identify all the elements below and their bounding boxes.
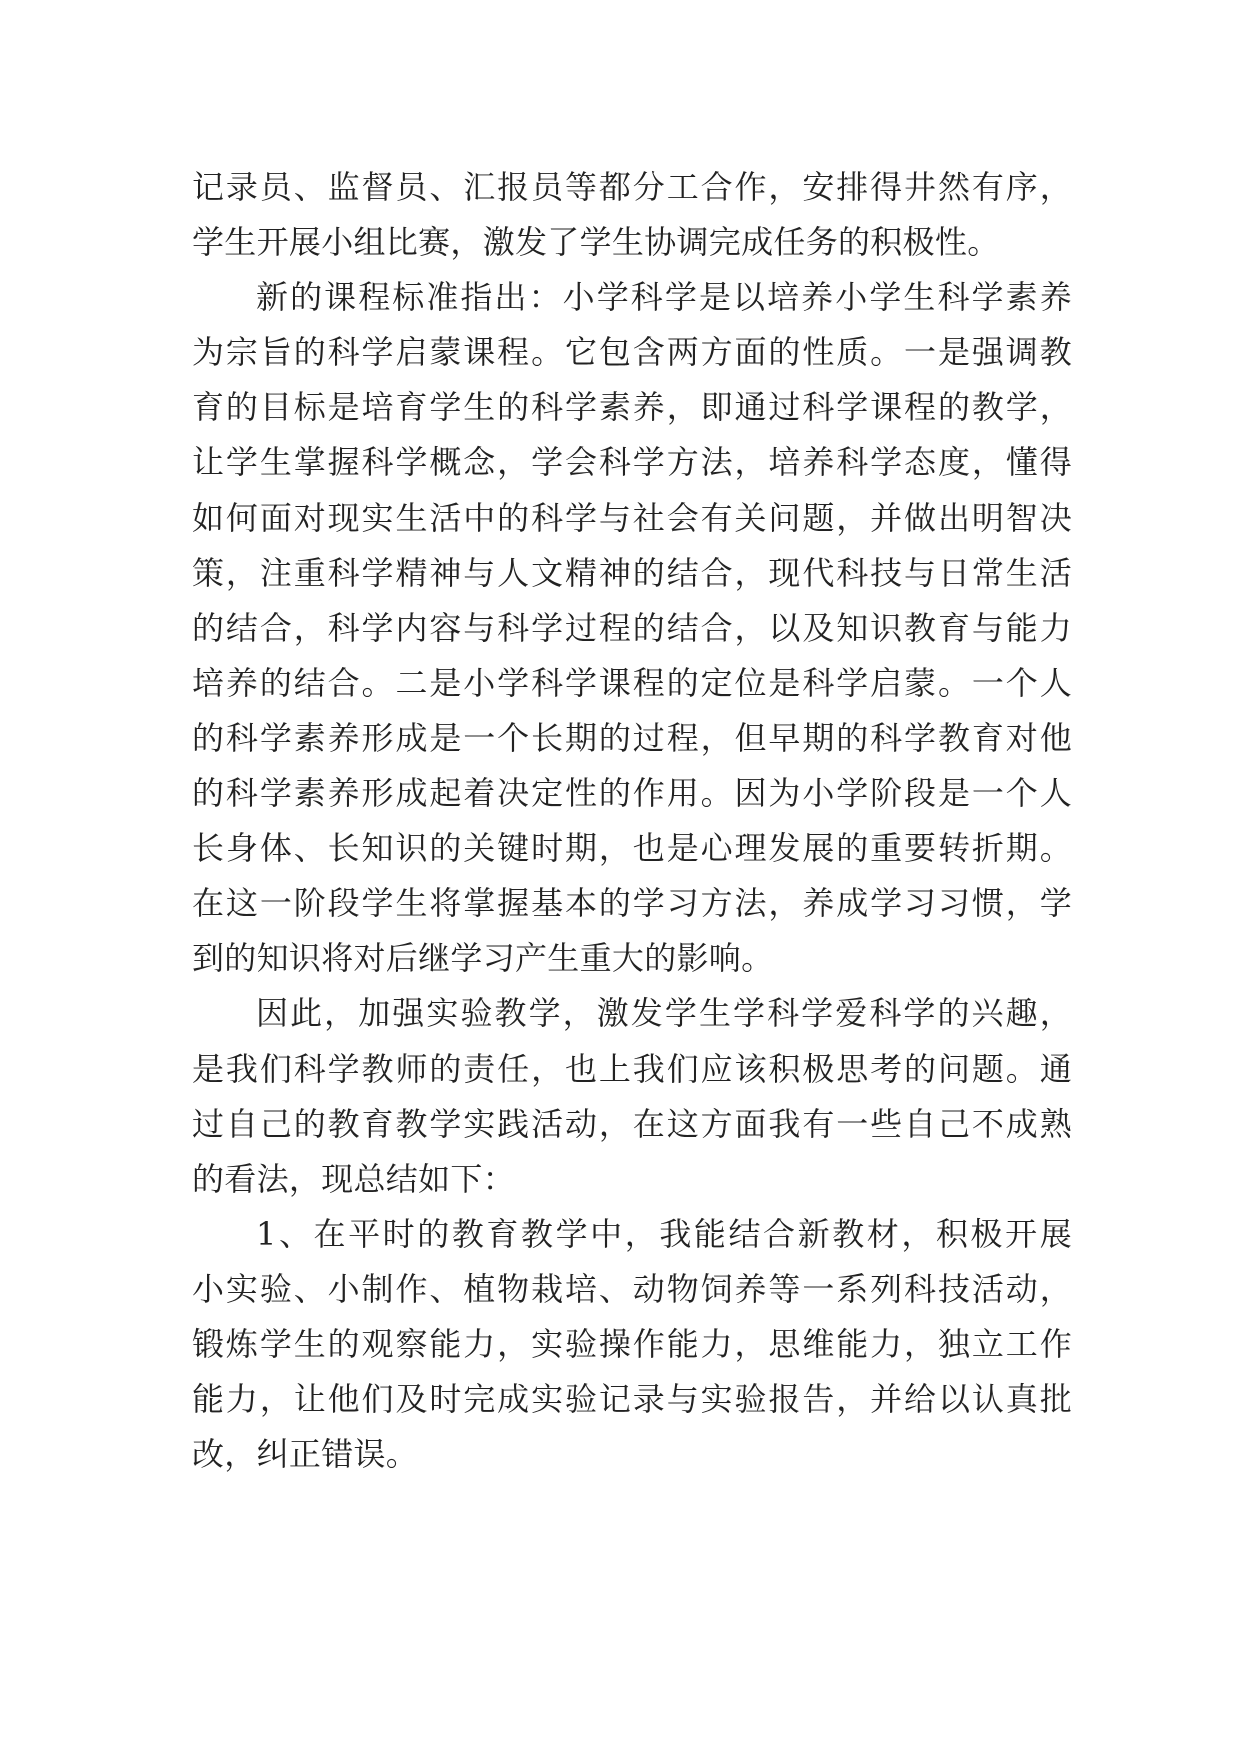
paragraph-therefore [192, 986, 1072, 1206]
document-body [192, 160, 1072, 1482]
text-line: 能力，让他们及时完成实验记录与实验报告，并给以认真批 [192, 1380, 1072, 1419]
text-line: 1、在平时的教育教学中，我能结合新教材，积极开展 [256, 1214, 1072, 1253]
text-line: 如何面对现实生活中的科学与社会有关问题，并做出明智决 [192, 498, 1072, 537]
text-line: 的科学素养形成起着决定性的作用。因为小学阶段是一个人 [192, 774, 1072, 813]
text-line: 到的知识将对后继学习产生重大的影响。 [192, 939, 774, 978]
text-line: 策，注重科学精神与人文精神的结合，现代科技与日常生活 [192, 553, 1072, 592]
text-line: 育的目标是培育学生的科学素养，即通过科学课程的教学， [192, 388, 1072, 427]
text-line: 的结合，科学内容与科学过程的结合，以及知识教育与能力 [192, 608, 1072, 647]
text-line: 让学生掌握科学概念，学会科学方法，培养科学态度，懂得 [192, 443, 1072, 482]
text-line: 锻炼学生的观察能力，实验操作能力，思维能力，独立工作 [192, 1324, 1072, 1363]
text-line: 为宗旨的科学启蒙课程。它包含两方面的性质。一是强调教 [192, 333, 1072, 372]
text-line: 过自己的教育教学实践活动，在这方面我有一些自己不成熟 [192, 1104, 1072, 1143]
text-line: 在这一阶段学生将掌握基本的学习方法，养成学习习惯，学 [192, 884, 1072, 923]
text-line: 小实验、小制作、植物栽培、动物饲养等一系列科技活动， [192, 1269, 1072, 1308]
text-line: 长身体、长知识的关键时期，也是心理发展的重要转折期。 [192, 829, 1072, 868]
text-line: 因此，加强实验教学，激发学生学科学爱科学的兴趣， [256, 994, 1072, 1033]
text-line: 培养的结合。二是小学科学课程的定位是科学启蒙。一个人 [192, 663, 1072, 702]
text-line: 改，纠正错误。 [192, 1435, 419, 1474]
text-line: 是我们科学教师的责任，也上我们应该积极思考的问题。通 [192, 1049, 1072, 1088]
text-line: 的科学素养形成是一个长期的过程，但早期的科学教育对他 [192, 718, 1072, 757]
paragraph-group-work [192, 160, 1072, 270]
paragraph-item-1 [192, 1207, 1072, 1482]
text-line: 新的课程标准指出：小学科学是以培养小学生科学素养 [256, 278, 1072, 317]
text-line: 学生开展小组比赛，激发了学生协调完成任务的积极性。 [192, 223, 1000, 262]
paragraph-curriculum-standard [192, 270, 1072, 986]
text-line: 记录员、监督员、汇报员等都分工合作，安排得井然有序， [192, 168, 1072, 206]
text-line: 的看法，现总结如下： [192, 1159, 516, 1198]
